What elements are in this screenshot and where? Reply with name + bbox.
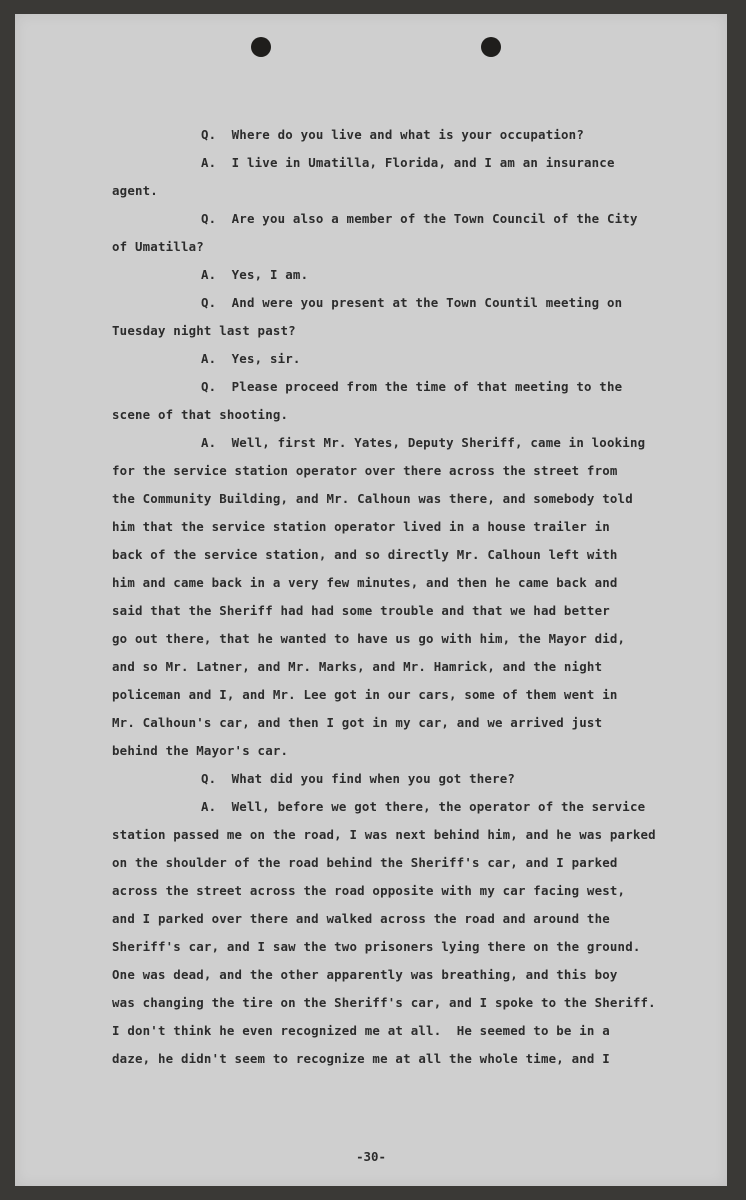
text-line: the Community Building, and Mr. Calhoun was there, and somebody told bbox=[112, 491, 633, 506]
text-line: Mr. Calhoun's car, and then I got in my car, and we arrived just bbox=[112, 715, 603, 730]
text-line: him and came back in a very few minutes, and then he came back and bbox=[112, 575, 618, 590]
text-line: across the street across the road opposite with my car facing west, bbox=[112, 883, 626, 898]
transcript-body bbox=[15, 14, 727, 1186]
text-line: A. Well, before we got there, the operator of the service bbox=[201, 799, 646, 814]
text-line: for the service station operator over there across the street from bbox=[112, 463, 618, 478]
text-line: Sheriff's car, and I saw the two prisoners lying there on the ground. bbox=[112, 939, 641, 954]
text-line: and so Mr. Latner, and Mr. Marks, and Mr. Hamrick, and the night bbox=[112, 659, 603, 674]
text-line: back of the service station, and so directly Mr. Calhoun left with bbox=[112, 547, 618, 562]
text-line: A. Yes, I am. bbox=[201, 267, 309, 282]
text-line: I don't think he even recognized me at all. He seemed to be in a bbox=[112, 1023, 610, 1038]
text-line: said that the Sheriff had had some trouble and that we had better bbox=[112, 603, 610, 618]
text-line: station passed me on the road, I was next behind him, and he was parked bbox=[112, 827, 656, 842]
text-line: Q. Where do you live and what is your occupation? bbox=[201, 127, 584, 142]
text-line: policeman and I, and Mr. Lee got in our cars, some of them went in bbox=[112, 687, 618, 702]
text-line: daze, he didn't seem to recognize me at all the whole time, and I bbox=[112, 1051, 610, 1066]
text-line: A. Yes, sir. bbox=[201, 351, 301, 366]
text-line: go out there, that he wanted to have us go with him, the Mayor did, bbox=[112, 631, 626, 646]
text-line: and I parked over there and walked across the road and around the bbox=[112, 911, 610, 926]
text-line: scene of that shooting. bbox=[112, 407, 289, 422]
text-line: Q. Please proceed from the time of that meeting to the bbox=[201, 379, 623, 394]
text-line: on the shoulder of the road behind the Sheriff's car, and I parked bbox=[112, 855, 618, 870]
text-line: was changing the tire on the Sheriff's car, and I spoke to the Sheriff. bbox=[112, 995, 656, 1010]
text-line: A. I live in Umatilla, Florida, and I am an insurance bbox=[201, 155, 615, 170]
text-line: behind the Mayor's car. bbox=[112, 743, 289, 758]
text-line: A. Well, first Mr. Yates, Deputy Sheriff, came in looking bbox=[201, 435, 646, 450]
text-line: Tuesday night last past? bbox=[112, 323, 296, 338]
text-line: Q. Are you also a member of the Town Council of the City bbox=[201, 211, 638, 226]
text-line: One was dead, and the other apparently was breathing, and this boy bbox=[112, 967, 618, 982]
document-page bbox=[15, 14, 727, 1186]
page-number: -30- bbox=[356, 1149, 386, 1164]
text-line: of Umatilla? bbox=[112, 239, 204, 254]
text-line: agent. bbox=[112, 183, 158, 198]
text-line: Q. What did you find when you got there? bbox=[201, 771, 516, 786]
text-line: him that the service station operator lived in a house trailer in bbox=[112, 519, 610, 534]
text-line: Q. And were you present at the Town Countil meeting on bbox=[201, 295, 623, 310]
